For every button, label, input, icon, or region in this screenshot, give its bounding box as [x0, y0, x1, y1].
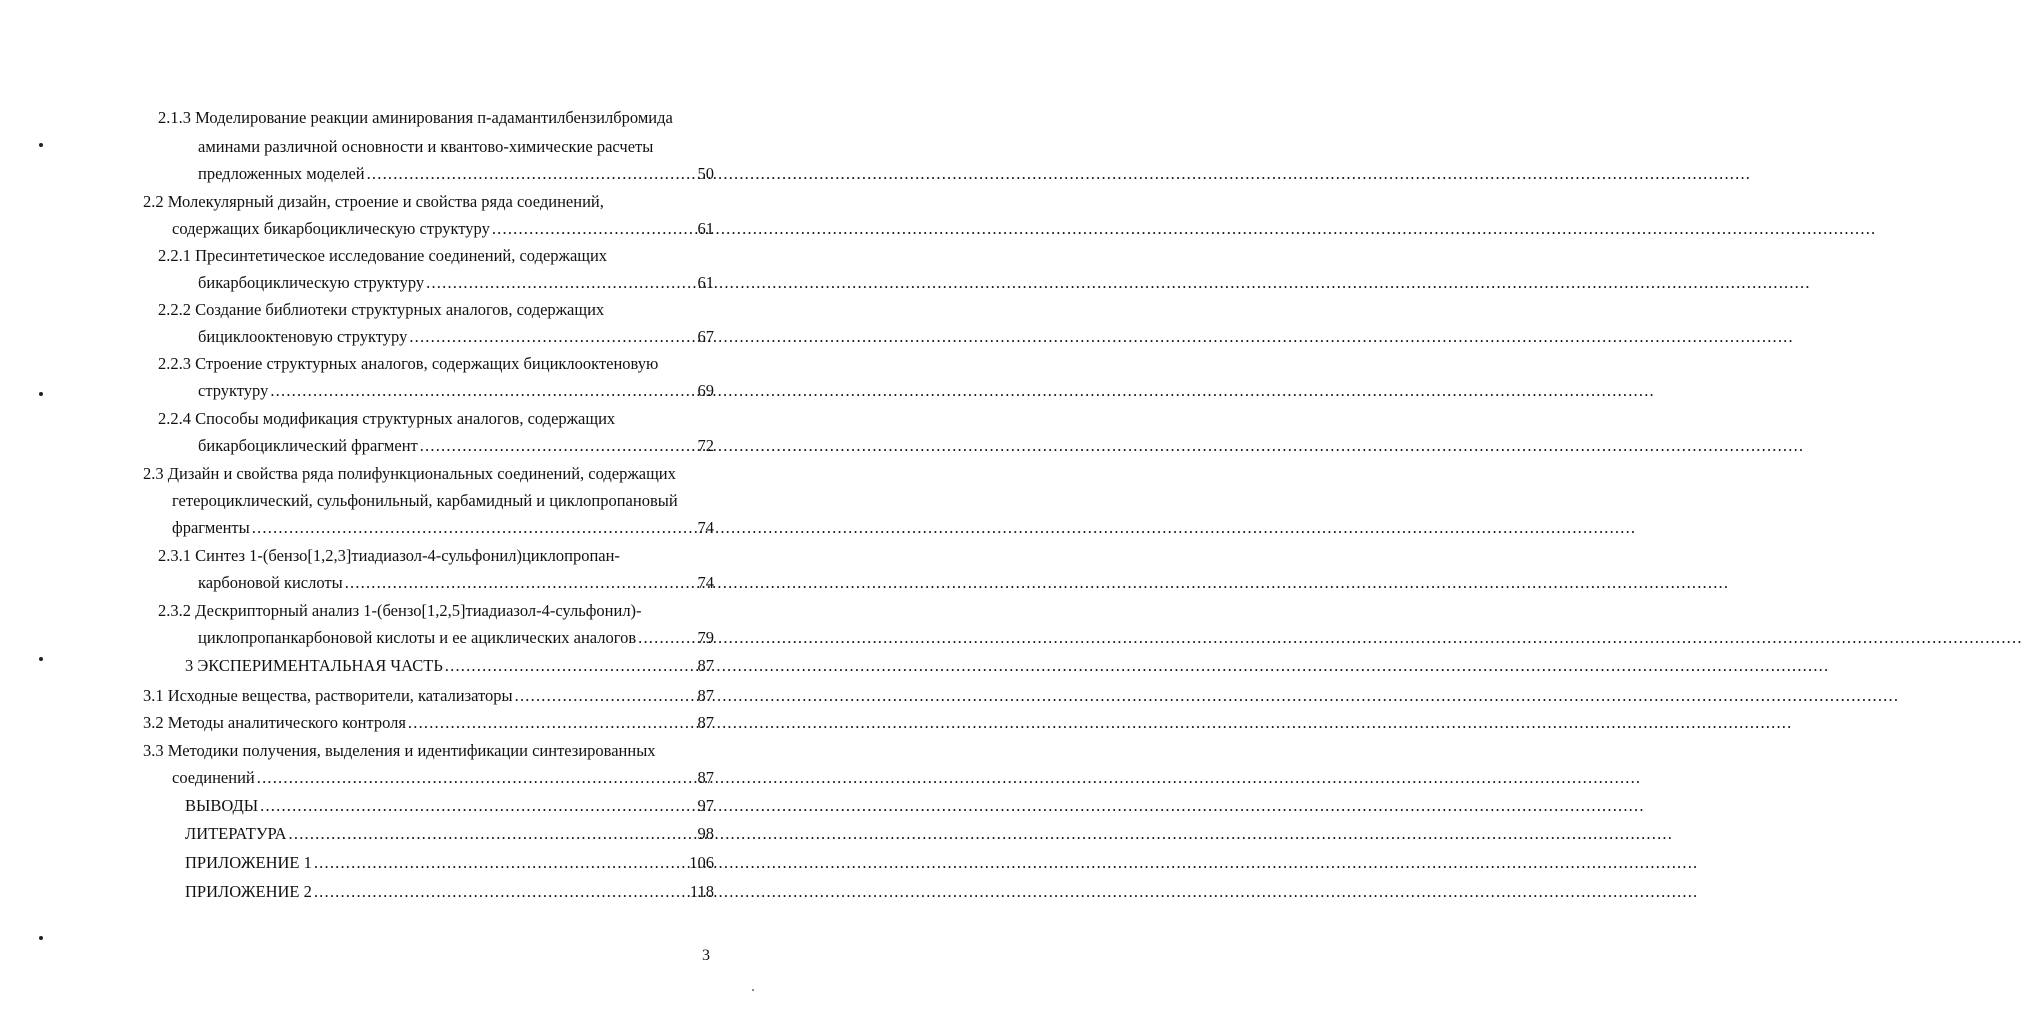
toc-page-number: 97 [697, 796, 714, 815]
toc-page-number: 87 [697, 713, 714, 732]
dot-leader [408, 713, 696, 733]
toc-page-number: 87 [697, 656, 714, 675]
toc-entry-text: фрагменты [172, 518, 250, 537]
toc-entry-text: 3.2 Методы аналитического контроля [143, 713, 406, 732]
dot-leader [426, 273, 695, 293]
dot-leader [314, 882, 688, 902]
toc-entry-text: ВЫВОДЫ [185, 796, 259, 815]
toc-page-number: 50 [697, 164, 714, 183]
toc-page-number: 98 [697, 824, 714, 843]
toc-entry-appendix-1 [185, 853, 714, 873]
toc-entry-text: бикарбоциклическую структуру [198, 273, 425, 292]
toc-entry-2-3-1-line-2 [198, 573, 714, 593]
toc-entry-text: циклопропанкарбоновой кислоты и ее ациклических аналогов [198, 628, 637, 647]
toc-entry-2-3-line-1: 2.3 Дизайн и свойства ряда полифункциональных соединений, содержащих [143, 464, 676, 483]
toc-page-number: 67 [697, 327, 714, 346]
toc-page-number: 74 [697, 573, 714, 592]
toc-entry-2-3-line-2: гетероциклический, сульфонильный, карбамидный и циклопропановый [172, 491, 678, 510]
dot-leader [252, 518, 696, 538]
toc-entry-text: 3.1 Исходные вещества, растворители, катализаторы [143, 686, 513, 705]
dot-leader [492, 219, 696, 239]
toc-entry-text: ЛИТЕРАТУРА [185, 824, 287, 843]
toc-page-number: 118 [689, 882, 714, 901]
toc-entry-2-2-2-line-2 [198, 327, 714, 347]
toc-entry-2-2-3-line-1: 2.2.3 Строение структурных аналогов, содержащих бициклооктеновую [158, 354, 659, 373]
toc-entry-3-3-line-2 [172, 768, 714, 788]
toc-entry-2-3-2-line-2 [198, 628, 714, 648]
toc-entry-3-1 [143, 686, 714, 706]
dot-leader [270, 381, 695, 401]
toc-page-number: 61 [697, 273, 714, 292]
toc-entry-text: 3 ЭКСПЕРИМЕНТАЛЬНАЯ ЧАСТЬ [185, 656, 443, 675]
toc-entry-text: карбоновой кислоты [198, 573, 343, 592]
toc-entry-2-2-1-line-2 [198, 273, 714, 293]
dot-leader [515, 686, 696, 706]
dot-leader [314, 853, 687, 873]
dot-leader [420, 436, 696, 456]
dot-leader [260, 796, 695, 816]
toc-entry-2-3-1-line-1: 2.3.1 Синтез 1-(бензо[1,2,3]тиадиазол-4-сульфонил)циклопропан- [158, 546, 620, 565]
toc-entry-text: предложенных моделей [198, 164, 365, 183]
dot-leader [445, 656, 696, 676]
dot-leader [638, 628, 695, 648]
toc-entry-2-2-line-2 [172, 219, 714, 239]
scan-mark [39, 392, 43, 396]
scan-speck [752, 989, 754, 991]
toc-entry-2-3-2-line-1: 2.3.2 Дескрипторный анализ 1-(бензо[1,2,5]тиадиазол-4-сульфонил)- [158, 601, 642, 620]
toc-entry-3-2 [143, 713, 714, 733]
toc-page-number: 74 [697, 518, 714, 537]
dot-leader [367, 164, 696, 184]
toc-page-number: 106 [689, 853, 714, 872]
toc-entry-2-2-2-line-1: 2.2.2 Создание библиотеки структурных аналогов, содержащих [158, 300, 605, 319]
scan-mark [39, 143, 43, 147]
toc-entry-3-3-line-1: 3.3 Методики получения, выделения и идентификации синтезированных [143, 741, 656, 760]
dot-leader [257, 768, 696, 788]
toc-page-number: 87 [697, 686, 714, 705]
dot-leader [289, 824, 696, 844]
toc-entry-references [185, 824, 714, 844]
toc-entry-text: соединений [172, 768, 255, 787]
toc-entry-text: структуру [198, 381, 269, 400]
toc-page-number: 69 [697, 381, 714, 400]
toc-entry-2-2-4-line-1: 2.2.4 Способы модификация структурных аналогов, содержащих [158, 409, 616, 428]
toc-entry-appendix-2 [185, 882, 714, 902]
toc-entry-2-1-3-line-2: аминами различной основности и квантово-химические расчеты [198, 137, 654, 156]
toc-entry-2-3-line-3 [172, 518, 714, 538]
scan-mark [39, 657, 43, 661]
dot-leader [345, 573, 696, 593]
toc-entry-2-2-1-line-1: 2.2.1 Пресинтетическое исследование соединений, содержащих [158, 246, 608, 265]
toc-entry-2-2-4-line-2 [198, 436, 714, 456]
page-number: 3 [702, 947, 710, 964]
toc-page-number: 79 [697, 628, 714, 647]
scan-mark [39, 936, 43, 940]
toc-entry-conclusions [185, 796, 714, 816]
toc-entry-text: содержащих бикарбоциклическую структуру [172, 219, 490, 238]
toc-entry-2-1-3-line-1: 2.1.3 Моделирование реакции аминирования п-адамантилбензилбромида [158, 108, 673, 127]
toc-entry-3-experimental [185, 656, 714, 676]
toc-entry-text: бикарбоциклический фрагмент [198, 436, 418, 455]
dot-leader [409, 327, 695, 347]
toc-entry-text: ПРИЛОЖЕНИЕ 1 [185, 853, 312, 872]
toc-page-number: 87 [697, 768, 714, 787]
toc-entry-2-2-line-1: 2.2 Молекулярный дизайн, строение и свойства ряда соединений, [143, 192, 604, 211]
toc-entry-2-1-3-line-3 [198, 164, 714, 184]
toc-page-number: 61 [697, 219, 714, 238]
toc-entry-2-2-3-line-2 [198, 381, 714, 401]
toc-page-number: 72 [697, 436, 714, 455]
toc-entry-text: ПРИЛОЖЕНИЕ 2 [185, 882, 312, 901]
toc-entry-text: бициклооктеновую структуру [198, 327, 408, 346]
